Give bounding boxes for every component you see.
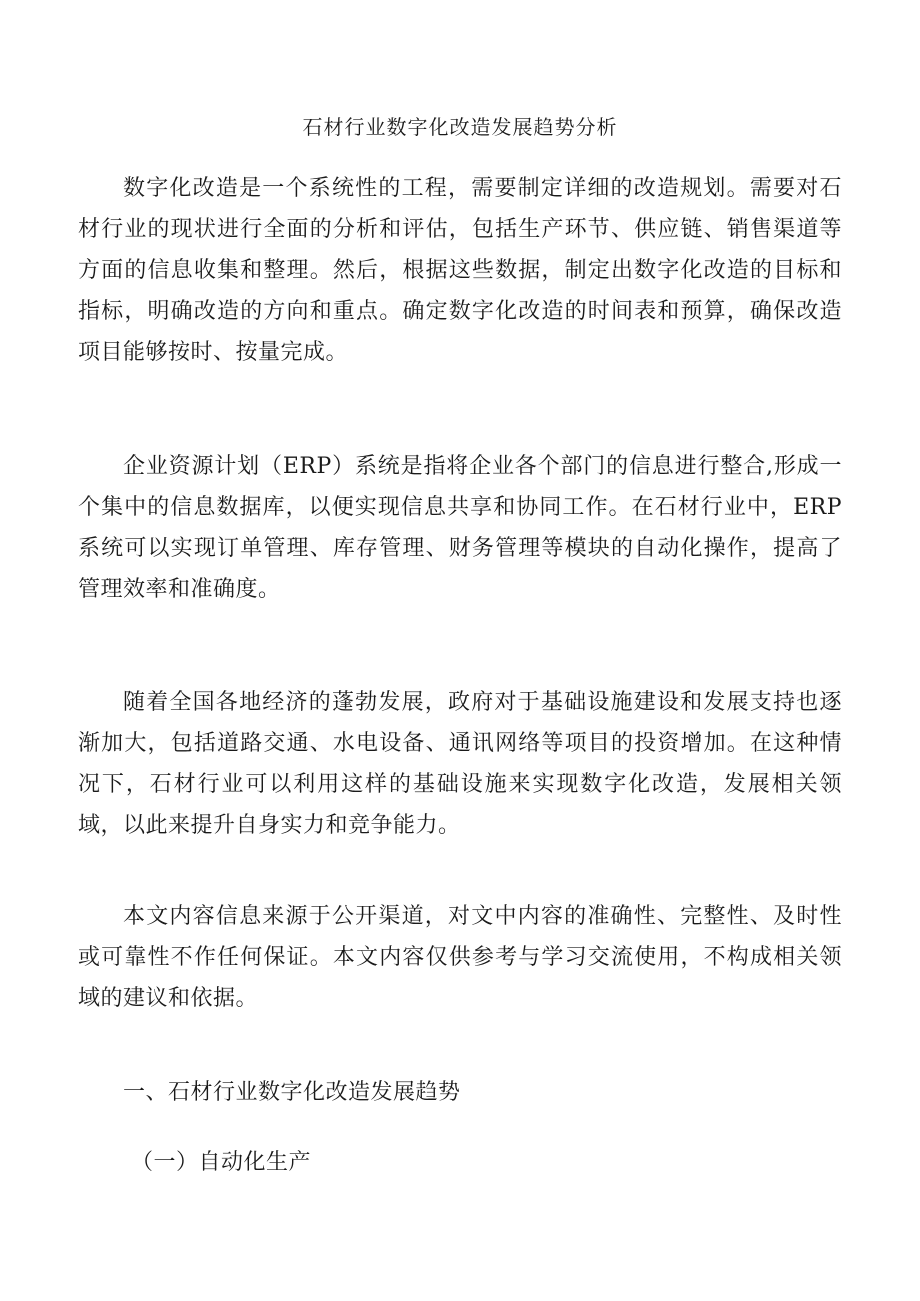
subsection-heading: （一）自动化生产 <box>131 1150 312 1175</box>
section-heading: 一、石材行业数字化改造发展趋势 <box>123 1080 461 1105</box>
document-title: 石材行业数字化改造发展趋势分析 <box>302 115 618 139</box>
paragraph-erp: 企业资源计划（ERP）系统是指将企业各个部门的信息进行整合,形成一个集中的信息数据库，以便实现信息共享和协同工作。在石材行业中，ERP系统可以实现订单管理、库存管理、财务管理等模块的自动化操作，提高了管理效率和准确度。 <box>78 454 842 602</box>
paragraph-disclaimer: 本文内容信息来源于公开渠道，对文中内容的准确性、完整性、及时性或可靠性不作任何保证。本文内容仅供参考与学习交流使用，不构成相关领域的建议和依据。 <box>78 904 842 1011</box>
paragraph-infrastructure: 随着全国各地经济的蓬勃发展，政府对于基础设施建设和发展支持也逐渐加大，包括道路交通、水电设备、通讯网络等项目的投资增加。在这种情况下，石材行业可以利用这样的基础设施来实现数字化改造，发展相关领域，以此来提升自身实力和竞争能力。 <box>78 690 842 838</box>
paragraph-intro: 数字化改造是一个系统性的工程，需要制定详细的改造规划。需要对石材行业的现状进行全面的分析和评估，包括生产环节、供应链、销售渠道等方面的信息收集和整理。然后，根据这些数据，制定出数字化改造的目标和指标，明确改造的方向和重点。确定数字化改造的时间表和预算，确保改造项目能够按时、按量完成。 <box>78 176 842 365</box>
